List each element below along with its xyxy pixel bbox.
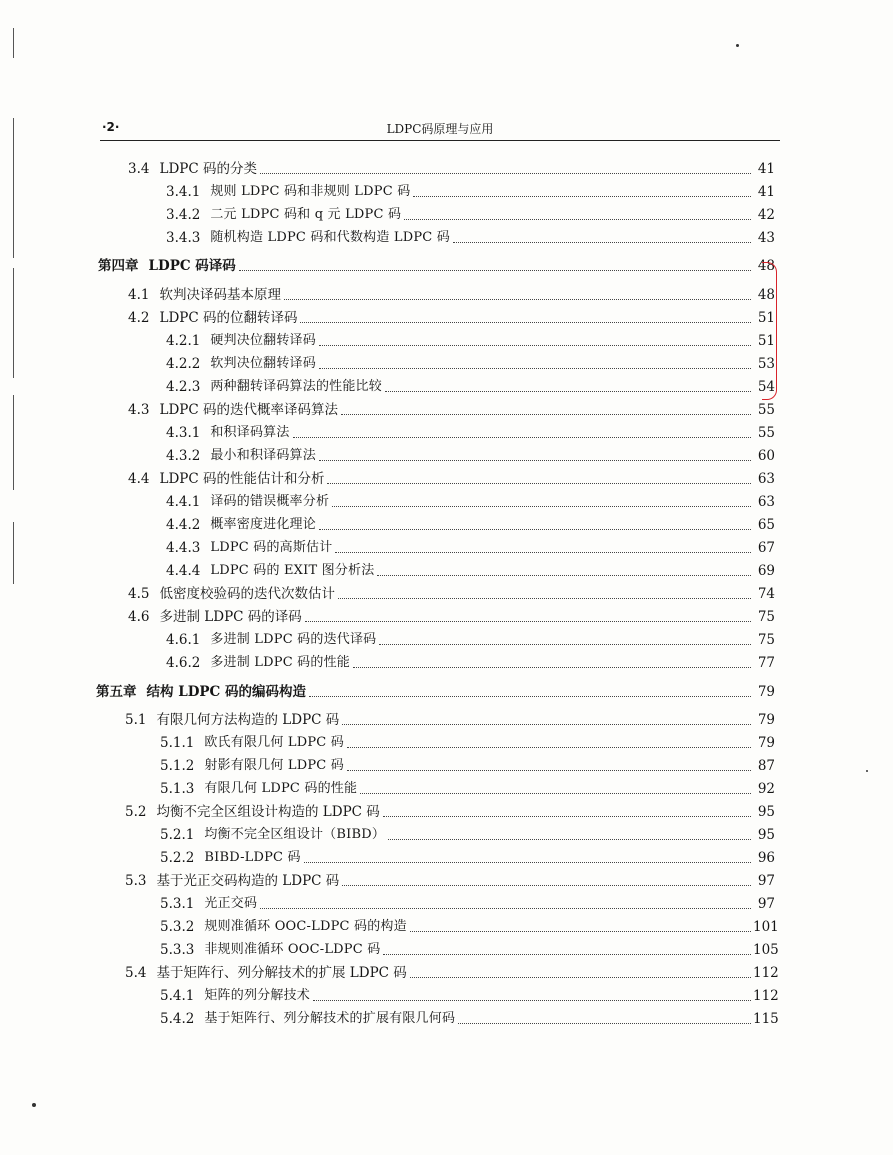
dot-leader — [293, 436, 751, 438]
toc-entry — [0, 466, 775, 488]
dot-leader — [413, 195, 751, 197]
toc-entry-number: 第四章 — [98, 258, 139, 274]
toc-entry-number: 4.4.3 — [166, 540, 201, 556]
toc-entry-number: 5.3.3 — [160, 942, 195, 958]
toc-entry — [0, 156, 775, 178]
scan-margin-mark — [13, 28, 14, 58]
dot-leader — [300, 321, 751, 323]
toc-entry-number: 5.1.2 — [160, 758, 195, 774]
toc-entry-page: 60 — [757, 448, 775, 464]
toc-entry-page: 96 — [757, 850, 775, 866]
toc-entry — [0, 420, 775, 442]
toc-entry-page: 75 — [757, 609, 775, 625]
toc-entry-number: 5.2 — [125, 804, 147, 820]
toc-entry — [0, 443, 775, 465]
toc-entry-title: LDPC 码的分类 — [159, 161, 257, 177]
dot-leader — [319, 528, 751, 530]
toc-entry-title: LDPC 码译码 — [148, 258, 236, 274]
toc-entry-page: 75 — [757, 632, 775, 648]
toc-entry — [0, 983, 779, 1005]
dot-leader — [342, 723, 751, 725]
toc-entry-page: 77 — [757, 655, 775, 671]
toc-entry-title: LDPC 码的迭代概率译码算法 — [159, 402, 338, 418]
dot-leader — [319, 344, 751, 346]
toc-entry-title: 低密度校验码的迭代次数估计 — [159, 586, 335, 602]
toc-entry-page: 112 — [753, 965, 779, 981]
toc-entry-title: 硬判决位翻转译码 — [210, 333, 316, 348]
dot-leader — [319, 459, 751, 461]
toc-entry-title: 译码的错误概率分析 — [210, 494, 330, 509]
toc-entry — [0, 179, 775, 201]
toc-entry-number: 3.4.1 — [166, 184, 201, 200]
toc-entry-title: 基于矩阵行、列分解技术的扩展有限几何码 — [204, 1011, 456, 1026]
toc-entry — [0, 202, 775, 224]
toc-entry-number: 4.4.4 — [166, 563, 201, 579]
toc-entry-number: 3.4 — [128, 161, 150, 177]
toc-entry-number: 4.4.2 — [166, 517, 201, 533]
toc-entry-page: 63 — [757, 471, 775, 487]
toc-entry-title: 矩阵的列分解技术 — [204, 988, 310, 1003]
toc-entry-number: 5.1 — [125, 712, 147, 728]
toc-entry-title: LDPC 码的性能估计和分析 — [159, 471, 325, 487]
toc-entry — [0, 374, 775, 396]
toc-entry — [0, 730, 775, 752]
toc-entry — [0, 397, 775, 419]
toc-entry-page: 65 — [757, 517, 775, 533]
toc-entry-page: 43 — [757, 230, 775, 246]
toc-entry-number: 4.2.1 — [166, 333, 201, 349]
toc-entry-title: 软判决位翻转译码 — [210, 356, 316, 371]
toc-entry-page: 101 — [753, 919, 779, 935]
toc-entry-number: 5.3.1 — [160, 896, 195, 912]
toc-entry-title: 规则准循环 OOC-LDPC 码的构造 — [204, 919, 407, 934]
dot-leader — [319, 367, 751, 369]
toc-entry-title: 多进制 LDPC 码的迭代译码 — [210, 632, 377, 647]
dot-leader — [385, 390, 751, 392]
dot-leader — [360, 792, 751, 794]
dot-leader — [410, 976, 751, 978]
toc-entry-title: LDPC 码的高斯估计 — [210, 540, 333, 555]
toc-entry — [0, 489, 775, 511]
toc-entry — [0, 1006, 779, 1028]
toc-entry — [0, 679, 775, 701]
toc-entry-page: 54 — [757, 379, 775, 395]
toc-entry-number: 5.1.1 — [160, 735, 195, 751]
toc-entry-number: 4.1 — [128, 287, 150, 303]
toc-entry-title: LDPC 码的位翻转译码 — [159, 310, 298, 326]
dot-leader — [341, 413, 751, 415]
toc-entry-page: 41 — [757, 161, 775, 177]
toc-entry-title: 非规则准循环 OOC-LDPC 码 — [204, 942, 381, 957]
toc-entry-title: 最小和积译码算法 — [210, 448, 316, 463]
toc-entry — [0, 351, 775, 373]
dot-leader — [379, 643, 751, 645]
toc-entry-page: 53 — [757, 356, 775, 372]
scan-speck — [736, 44, 739, 47]
toc-entry-number: 5.4.1 — [160, 988, 195, 1004]
toc-entry-title: LDPC 码的 EXIT 图分析法 — [210, 563, 375, 578]
dot-leader — [458, 1022, 751, 1024]
toc-entry — [0, 868, 775, 890]
toc-entry — [0, 282, 775, 304]
book-title: LDPC码原理与应用 — [386, 122, 494, 136]
toc-entry-page: 79 — [757, 684, 775, 700]
dot-leader — [304, 861, 751, 863]
dot-leader — [313, 999, 751, 1001]
toc-entry-title: 基于光正交码构造的 LDPC 码 — [156, 873, 340, 889]
toc-entry-page: 97 — [757, 873, 775, 889]
toc-entry — [0, 845, 775, 867]
toc-entry — [0, 328, 775, 350]
dot-leader — [404, 218, 751, 220]
toc-entry-title: 均衡不完全区组设计（BIBD） — [204, 827, 386, 842]
dot-leader — [260, 907, 751, 909]
dot-leader — [305, 620, 751, 622]
red-bracket-annotation — [762, 262, 777, 400]
toc-entry-page: 51 — [757, 310, 775, 326]
dot-leader — [383, 815, 751, 817]
toc-entry-number: 4.3.2 — [166, 448, 201, 464]
toc-entry-number: 4.3 — [128, 402, 150, 418]
toc-entry-title: BIBD-LDPC 码 — [204, 850, 301, 865]
toc-entry-page: 48 — [757, 287, 775, 303]
toc-entry-page: 42 — [757, 207, 775, 223]
toc-entry — [0, 253, 775, 275]
toc-entry-number: 5.3.2 — [160, 919, 195, 935]
toc-entry-title: 多进制 LDPC 码的性能 — [210, 655, 350, 670]
toc-entry-number: 3.4.3 — [166, 230, 201, 246]
toc-entry-title: 和积译码算法 — [210, 425, 290, 440]
toc-entry-number: 4.2.3 — [166, 379, 201, 395]
dot-leader — [260, 172, 751, 174]
toc-entry-title: 光正交码 — [204, 896, 258, 911]
toc-entry-title: 两种翻转译码算法的性能比较 — [210, 379, 382, 394]
toc-entry-page: 55 — [757, 425, 775, 441]
scan-speck — [866, 770, 868, 772]
toc-entry-page: 95 — [757, 804, 775, 820]
toc-entry-title: 概率密度进化理论 — [210, 517, 316, 532]
dot-leader — [332, 505, 751, 507]
toc-entry — [0, 627, 775, 649]
toc-entry — [0, 960, 779, 982]
running-header — [100, 120, 780, 141]
toc-entry — [0, 822, 775, 844]
toc-entry-number: 4.6.2 — [166, 655, 201, 671]
toc-entry-page: 97 — [757, 896, 775, 912]
toc-entry-title: 结构 LDPC 码的编码构造 — [146, 684, 306, 700]
toc-entry-number: 4.4 — [128, 471, 150, 487]
toc-entry-number: 5.2.2 — [160, 850, 195, 866]
toc-entry-number: 4.2 — [128, 310, 150, 326]
toc-entry-number: 5.4.2 — [160, 1011, 195, 1027]
toc-entry-number: 4.2.2 — [166, 356, 201, 372]
dot-leader — [347, 769, 751, 771]
toc-entry-page: 67 — [757, 540, 775, 556]
toc-entry — [0, 753, 775, 775]
toc-entry-page: 87 — [757, 758, 775, 774]
toc-entry-page: 79 — [757, 712, 775, 728]
dot-leader — [410, 930, 751, 932]
toc-entry-number: 4.3.1 — [166, 425, 201, 441]
dot-leader — [453, 241, 751, 243]
toc-entry-title: 多进制 LDPC 码的译码 — [159, 609, 302, 625]
toc-entry — [0, 581, 775, 603]
dot-leader — [377, 574, 751, 576]
toc-entry-page: 105 — [753, 942, 779, 958]
dot-leader — [353, 666, 751, 668]
toc-entry-number: 5.3 — [125, 873, 147, 889]
toc-entry-title: 二元 LDPC 码和 q 元 LDPC 码 — [210, 207, 402, 222]
dot-leader — [284, 298, 751, 300]
dot-leader — [347, 746, 751, 748]
toc-entry — [0, 914, 779, 936]
toc-entry — [0, 512, 775, 534]
toc-entry-title: 有限几何方法构造的 LDPC 码 — [156, 712, 340, 728]
dot-leader — [342, 884, 751, 886]
toc-entry — [0, 776, 775, 798]
toc-entry-number: 5.1.3 — [160, 781, 195, 797]
toc-entry-number: 4.5 — [128, 586, 150, 602]
toc-entry-page: 63 — [757, 494, 775, 510]
toc-entry — [0, 604, 775, 626]
toc-entry — [0, 650, 775, 672]
toc-entry-title: 规则 LDPC 码和非规则 LDPC 码 — [210, 184, 411, 199]
toc-entry — [0, 225, 775, 247]
toc-entry-title: 均衡不完全区组设计构造的 LDPC 码 — [156, 804, 380, 820]
dot-leader — [327, 482, 751, 484]
toc-entry-title: 随机构造 LDPC 码和代数构造 LDPC 码 — [210, 230, 450, 245]
toc-entry-page: 74 — [757, 586, 775, 602]
toc-entry-page: 92 — [757, 781, 775, 797]
toc-entry-number: 5.2.1 — [160, 827, 195, 843]
page-number: ·2· — [102, 120, 120, 134]
toc-entry-title: 有限几何 LDPC 码的性能 — [204, 781, 358, 796]
dot-leader — [383, 953, 751, 955]
toc-entry-number: 第五章 — [96, 684, 137, 700]
toc-entry — [0, 799, 775, 821]
toc-entry-page: 95 — [757, 827, 775, 843]
toc-entry — [0, 305, 775, 327]
toc-entry-page: 48 — [757, 258, 775, 274]
dot-leader — [309, 695, 751, 697]
dot-leader — [239, 269, 751, 271]
toc-entry — [0, 937, 779, 959]
toc-entry — [0, 707, 775, 729]
toc-entry-page: 115 — [753, 1011, 779, 1027]
dot-leader — [388, 838, 751, 840]
toc-entry-page: 112 — [753, 988, 779, 1004]
dot-leader — [338, 597, 751, 599]
toc-entry-number: 4.6.1 — [166, 632, 201, 648]
toc-entry-page: 51 — [757, 333, 775, 349]
toc-entry-page: 69 — [757, 563, 775, 579]
toc-entry-page: 41 — [757, 184, 775, 200]
toc-entry-number: 4.4.1 — [166, 494, 201, 510]
toc-entry-page: 79 — [757, 735, 775, 751]
toc-entry-title: 射影有限几何 LDPC 码 — [204, 758, 344, 773]
toc-entry-number: 4.6 — [128, 609, 150, 625]
toc-entry-number: 3.4.2 — [166, 207, 201, 223]
toc-entry — [0, 558, 775, 580]
toc-entry-title: 软判决译码基本原理 — [159, 287, 281, 303]
toc-entry — [0, 535, 775, 557]
scan-speck — [32, 1103, 36, 1107]
toc-entry-number: 5.4 — [125, 965, 147, 981]
toc-entry-page: 55 — [757, 402, 775, 418]
toc-entry-title: 欧氏有限几何 LDPC 码 — [204, 735, 344, 750]
toc-entry-title: 基于矩阵行、列分解技术的扩展 LDPC 码 — [156, 965, 407, 981]
dot-leader — [335, 551, 751, 553]
toc-entry — [0, 891, 775, 913]
